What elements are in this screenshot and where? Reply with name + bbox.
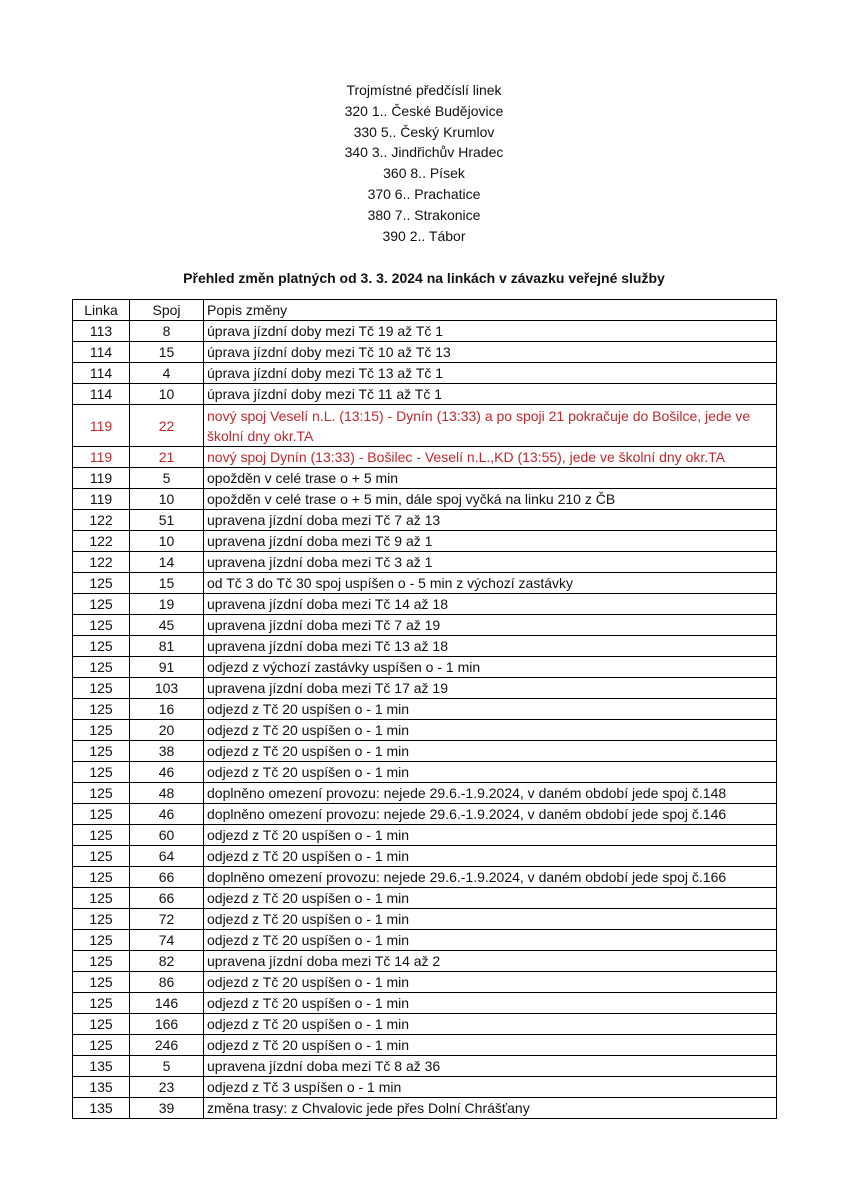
- cell-spoj: 20: [130, 720, 204, 741]
- cell-spoj: 66: [130, 867, 204, 888]
- cell-spoj: 10: [130, 531, 204, 552]
- cell-spoj: 66: [130, 888, 204, 909]
- cell-spoj: 74: [130, 930, 204, 951]
- cell-spoj: 91: [130, 657, 204, 678]
- table-row: [73, 783, 777, 804]
- table-row: [73, 489, 777, 510]
- prefix-line: 390 2.. Tábor: [382, 227, 466, 244]
- table-row: [73, 930, 777, 951]
- table-row: [73, 867, 777, 888]
- header-spoj: Spoj: [130, 300, 204, 321]
- cell-linka: 125: [73, 951, 130, 972]
- table-row: [73, 951, 777, 972]
- cell-popis: odjezd z Tč 20 uspíšen o - 1 min: [204, 1014, 777, 1035]
- cell-linka: 125: [73, 867, 130, 888]
- cell-linka: 119: [73, 447, 130, 468]
- prefix-line: 360 8.. Písek: [383, 165, 465, 182]
- cell-spoj: 246: [130, 1035, 204, 1056]
- cell-popis: úprava jízdní doby mezi Tč 10 až Tč 13: [204, 342, 777, 363]
- table-row: [73, 657, 777, 678]
- cell-popis: nový spoj Dynín (13:33) - Bošilec - Veselí n.L.,KD (13:55), jede ve školní dny okr.TA: [204, 447, 777, 468]
- cell-popis: doplněno omezení provozu: nejede 29.6.-1.9.2024, v daném období jede spoj č.146: [204, 804, 777, 825]
- cell-spoj: 46: [130, 804, 204, 825]
- table-row: [73, 1077, 777, 1098]
- cell-linka: 125: [73, 804, 130, 825]
- cell-popis: odjezd z Tč 20 uspíšen o - 1 min: [204, 1035, 777, 1056]
- table-row: [73, 363, 777, 384]
- cell-popis: upravena jízdní doba mezi Tč 17 až 19: [204, 678, 777, 699]
- cell-popis: upravena jízdní doba mezi Tč 8 až 36: [204, 1056, 777, 1077]
- table-row: [73, 594, 777, 615]
- cell-popis: odjezd z Tč 20 uspíšen o - 1 min: [204, 699, 777, 720]
- table-row: [73, 384, 777, 405]
- table-row: [73, 510, 777, 531]
- cell-popis: úprava jízdní doby mezi Tč 13 až Tč 1: [204, 363, 777, 384]
- table-row: [73, 636, 777, 657]
- cell-linka: 125: [73, 594, 130, 615]
- cell-spoj: 5: [130, 468, 204, 489]
- table-row: [73, 342, 777, 363]
- cell-linka: 125: [73, 615, 130, 636]
- prefix-line: 320 1.. České Budějovice: [344, 102, 504, 119]
- cell-linka: 125: [73, 678, 130, 699]
- prefix-line: 370 6.. Prachatice: [367, 185, 481, 202]
- cell-linka: 125: [73, 741, 130, 762]
- cell-popis: odjezd z Tč 20 uspíšen o - 1 min: [204, 741, 777, 762]
- cell-popis: úprava jízdní doby mezi Tč 11 až Tč 1: [204, 384, 777, 405]
- cell-popis: odjezd z Tč 20 uspíšen o - 1 min: [204, 909, 777, 930]
- cell-spoj: 23: [130, 1077, 204, 1098]
- cell-spoj: 21: [130, 447, 204, 468]
- cell-spoj: 22: [130, 405, 204, 447]
- cell-spoj: 82: [130, 951, 204, 972]
- cell-spoj: 64: [130, 846, 204, 867]
- table-row: [73, 804, 777, 825]
- prefix-line: 380 7.. Strakonice: [367, 206, 481, 223]
- cell-spoj: 81: [130, 636, 204, 657]
- table-row: [73, 468, 777, 489]
- cell-popis: opožděn v celé trase o + 5 min, dále spoj vyčká na linku 210 z ČB: [204, 489, 777, 510]
- cell-linka: 125: [73, 909, 130, 930]
- table-row: [73, 1035, 777, 1056]
- table-row: [73, 699, 777, 720]
- cell-popis: změna trasy: z Chvalovic jede přes Dolní Chrášťany: [204, 1098, 777, 1119]
- cell-popis: upravena jízdní doba mezi Tč 14 až 18: [204, 594, 777, 615]
- cell-linka: 125: [73, 720, 130, 741]
- table-row: [73, 321, 777, 342]
- cell-popis: od Tč 3 do Tč 30 spoj uspíšen o - 5 min z výchozí zastávky: [204, 573, 777, 594]
- cell-spoj: 15: [130, 573, 204, 594]
- cell-popis: odjezd z Tč 20 uspíšen o - 1 min: [204, 825, 777, 846]
- cell-linka: 135: [73, 1056, 130, 1077]
- cell-linka: 125: [73, 783, 130, 804]
- cell-popis: odjezd z Tč 20 uspíšen o - 1 min: [204, 972, 777, 993]
- cell-linka: 125: [73, 846, 130, 867]
- changes-table-body: [73, 300, 777, 1119]
- header-popis: Popis změny: [204, 300, 777, 321]
- cell-linka: 125: [73, 573, 130, 594]
- cell-popis: opožděn v celé trase o + 5 min: [204, 468, 777, 489]
- cell-popis: odjezd z Tč 3 uspíšen o - 1 min: [204, 1077, 777, 1098]
- cell-linka: 114: [73, 342, 130, 363]
- document-heading: Přehled změn platných od 3. 3. 2024 na linkách v závazku veřejné služby: [183, 270, 665, 286]
- cell-popis: úprava jízdní doby mezi Tč 19 až Tč 1: [204, 321, 777, 342]
- cell-popis: upravena jízdní doba mezi Tč 14 až 2: [204, 951, 777, 972]
- cell-linka: 122: [73, 552, 130, 573]
- table-row: [73, 531, 777, 552]
- table-row: [73, 552, 777, 573]
- cell-popis: odjezd z Tč 20 uspíšen o - 1 min: [204, 930, 777, 951]
- table-row: [73, 573, 777, 594]
- cell-linka: 114: [73, 384, 130, 405]
- cell-linka: 125: [73, 699, 130, 720]
- table-row: [73, 447, 777, 468]
- cell-spoj: 51: [130, 510, 204, 531]
- cell-popis: upravena jízdní doba mezi Tč 7 až 19: [204, 615, 777, 636]
- prefix-line: 340 3.. Jindřichův Hradec: [344, 144, 504, 161]
- cell-linka: 122: [73, 510, 130, 531]
- cell-spoj: 45: [130, 615, 204, 636]
- cell-linka: 125: [73, 825, 130, 846]
- cell-spoj: 15: [130, 342, 204, 363]
- cell-spoj: 5: [130, 1056, 204, 1077]
- cell-spoj: 8: [130, 321, 204, 342]
- table-row: [73, 846, 777, 867]
- cell-linka: 122: [73, 531, 130, 552]
- cell-linka: 125: [73, 762, 130, 783]
- table-row: [73, 1056, 777, 1077]
- table-row: [73, 825, 777, 846]
- cell-linka: 119: [73, 468, 130, 489]
- table-row: [73, 972, 777, 993]
- changes-table: [72, 299, 777, 1119]
- cell-spoj: 48: [130, 783, 204, 804]
- cell-linka: 135: [73, 1098, 130, 1119]
- cell-popis: odjezd z Tč 20 uspíšen o - 1 min: [204, 762, 777, 783]
- cell-spoj: 166: [130, 1014, 204, 1035]
- cell-popis: odjezd z Tč 20 uspíšen o - 1 min: [204, 888, 777, 909]
- cell-popis: odjezd z Tč 20 uspíšen o - 1 min: [204, 720, 777, 741]
- cell-popis: nový spoj Veselí n.L. (13:15) - Dynín (13:33) a po spoji 21 pokračuje do Bošilce, jede ve školní dny okr.TA: [204, 405, 777, 447]
- cell-spoj: 39: [130, 1098, 204, 1119]
- cell-linka: 119: [73, 489, 130, 510]
- cell-spoj: 16: [130, 699, 204, 720]
- cell-linka: 135: [73, 1077, 130, 1098]
- table-row: [73, 741, 777, 762]
- table-row: [73, 909, 777, 930]
- cell-popis: upravena jízdní doba mezi Tč 7 až 13: [204, 510, 777, 531]
- cell-linka: 125: [73, 930, 130, 951]
- cell-popis: odjezd z výchozí zastávky uspíšen o - 1 min: [204, 657, 777, 678]
- table-row: [73, 888, 777, 909]
- table-row: [73, 1014, 777, 1035]
- header-linka: Linka: [73, 300, 130, 321]
- cell-spoj: 10: [130, 384, 204, 405]
- cell-linka: 125: [73, 993, 130, 1014]
- cell-linka: 125: [73, 1035, 130, 1056]
- cell-popis: odjezd z Tč 20 uspíšen o - 1 min: [204, 993, 777, 1014]
- cell-popis: odjezd z Tč 20 uspíšen o - 1 min: [204, 846, 777, 867]
- prefix-line: 330 5.. Český Krumlov: [353, 123, 495, 140]
- cell-linka: 119: [73, 405, 130, 447]
- table-header-row: [73, 300, 777, 321]
- cell-popis: upravena jízdní doba mezi Tč 9 až 1: [204, 531, 777, 552]
- cell-linka: 125: [73, 972, 130, 993]
- cell-spoj: 60: [130, 825, 204, 846]
- cell-linka: 125: [73, 636, 130, 657]
- cell-linka: 113: [73, 321, 130, 342]
- table-row: [73, 405, 777, 447]
- cell-spoj: 38: [130, 741, 204, 762]
- cell-linka: 114: [73, 363, 130, 384]
- line-prefix-list: [0, 80, 848, 246]
- cell-spoj: 4: [130, 363, 204, 384]
- cell-linka: 125: [73, 1014, 130, 1035]
- table-row: [73, 615, 777, 636]
- table-row: [73, 1098, 777, 1119]
- cell-popis: upravena jízdní doba mezi Tč 13 až 18: [204, 636, 777, 657]
- cell-popis: upravena jízdní doba mezi Tč 3 až 1: [204, 552, 777, 573]
- cell-spoj: 103: [130, 678, 204, 699]
- table-row: [73, 993, 777, 1014]
- table-row: [73, 720, 777, 741]
- cell-spoj: 14: [130, 552, 204, 573]
- cell-popis: doplněno omezení provozu: nejede 29.6.-1.9.2024, v daném období jede spoj č.148: [204, 783, 777, 804]
- cell-spoj: 46: [130, 762, 204, 783]
- cell-spoj: 19: [130, 594, 204, 615]
- table-row: [73, 762, 777, 783]
- table-row: [73, 678, 777, 699]
- cell-linka: 125: [73, 657, 130, 678]
- prefix-list-title: Trojmístné předčíslí linek: [346, 82, 502, 98]
- cell-spoj: 86: [130, 972, 204, 993]
- cell-spoj: 146: [130, 993, 204, 1014]
- cell-spoj: 72: [130, 909, 204, 930]
- cell-linka: 125: [73, 888, 130, 909]
- cell-spoj: 10: [130, 489, 204, 510]
- cell-popis: doplněno omezení provozu: nejede 29.6.-1.9.2024, v daném období jede spoj č.166: [204, 867, 777, 888]
